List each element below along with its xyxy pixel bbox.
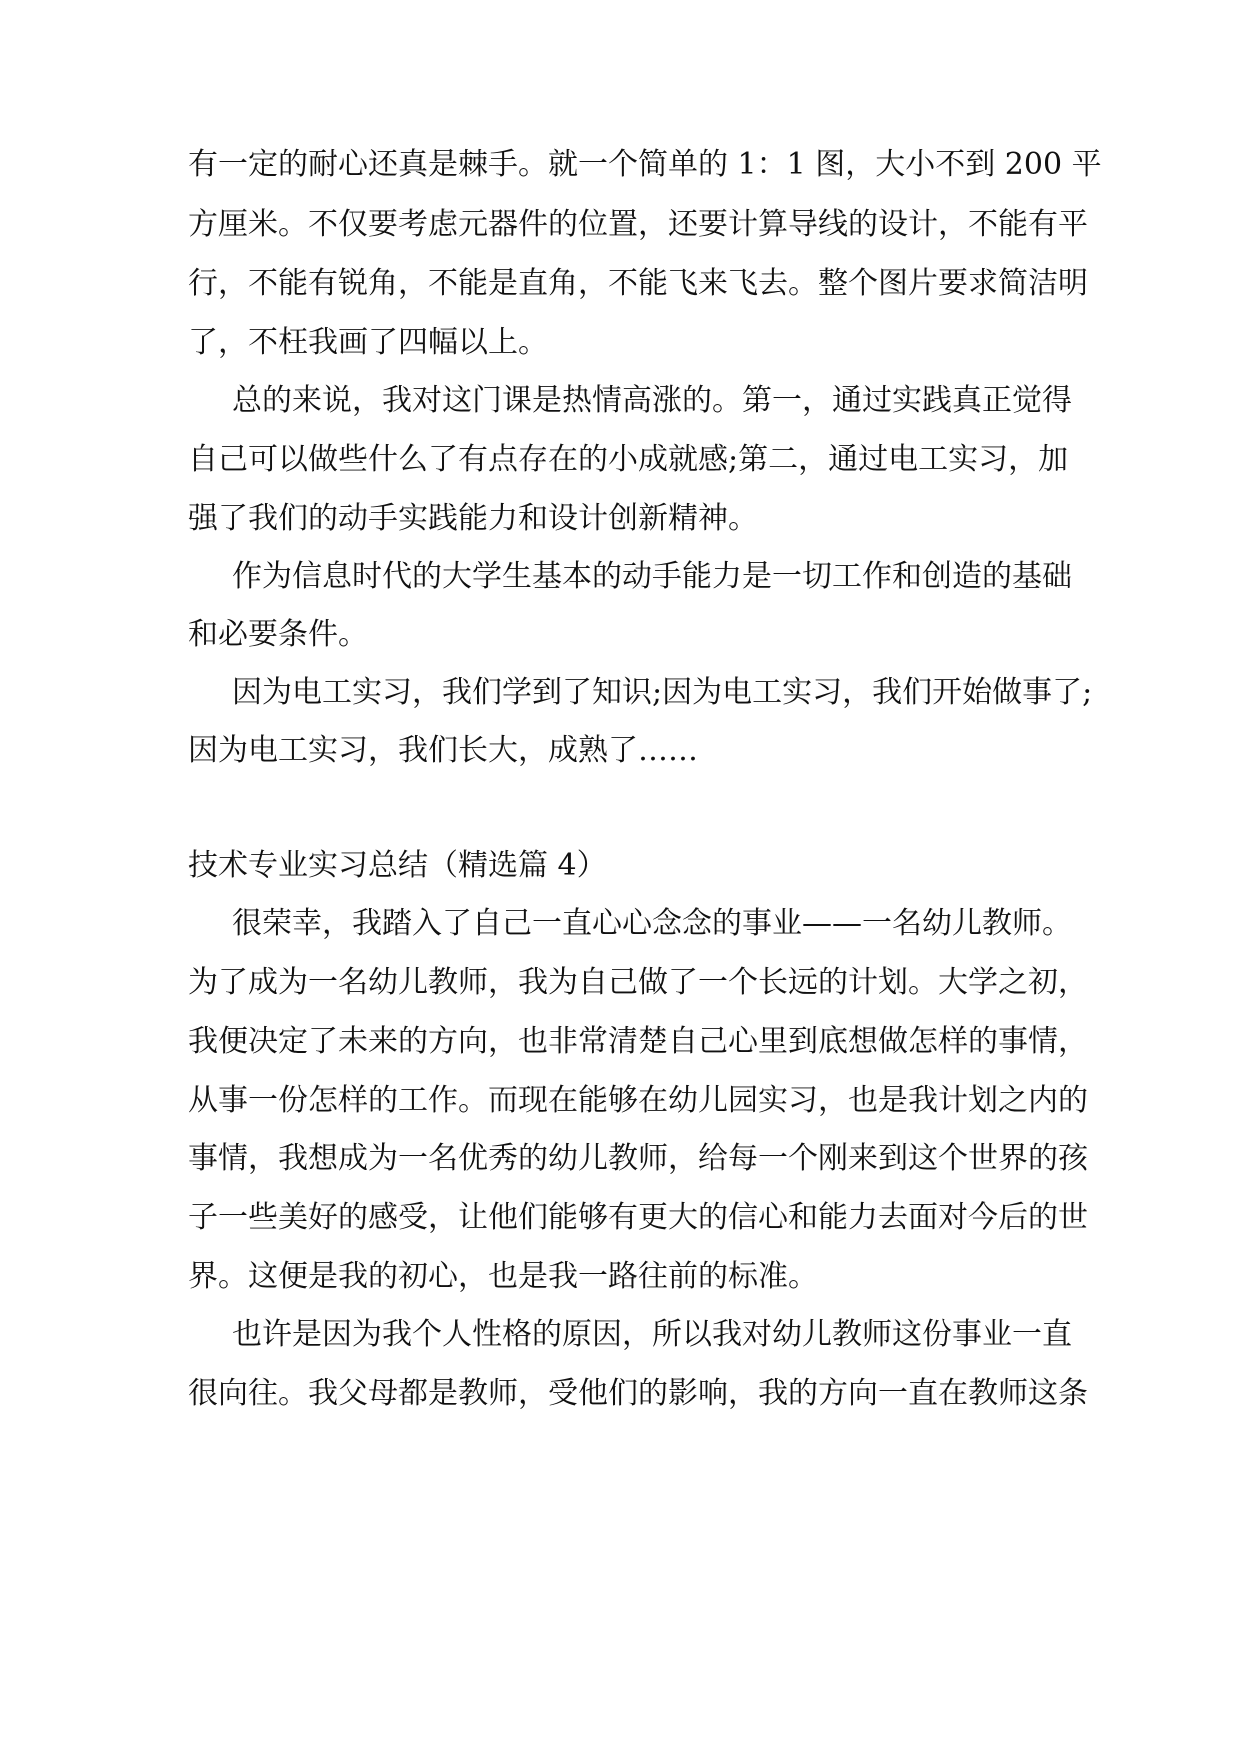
paragraph-line: 很向往。我父母都是教师，受他们的影响，我的方向一直在教师这条 [188, 1376, 1088, 1411]
paragraph-line: 行，不能有锐角，不能是直角，不能飞来飞去。整个图片要求简洁明 [188, 266, 1088, 301]
paragraph-line: 因为电工实习，我们学到了知识;因为电工实习，我们开始做事了; [232, 675, 1093, 710]
paragraph-line: 子一些美好的感受，让他们能够有更大的信心和能力去面对今后的世 [188, 1200, 1088, 1235]
paragraph-line: 和必要条件。 [188, 617, 368, 652]
paragraph-line: 我便决定了未来的方向，也非常清楚自己心里到底想做怎样的事情， [188, 1024, 1088, 1059]
paragraph-line: 了，不枉我画了四幅以上。 [188, 325, 548, 360]
paragraph-line: 也许是因为我个人性格的原因，所以我对幼儿教师这份事业一直 [232, 1317, 1072, 1352]
paragraph-line: 因为电工实习，我们长大，成熟了…… [188, 733, 698, 768]
paragraph-line: 方厘米。不仅要考虑元器件的位置，还要计算导线的设计，不能有平 [188, 207, 1088, 242]
paragraph-line: 为了成为一名幼儿教师，我为自己做了一个长远的计划。大学之初， [188, 965, 1088, 1000]
paragraph-line: 作为信息时代的大学生基本的动手能力是一切工作和创造的基础 [232, 559, 1072, 594]
section-heading: 技术专业实习总结（精选篇 4） [188, 848, 607, 883]
paragraph-line: 很荣幸，我踏入了自己一直心心念念的事业——一名幼儿教师。 [232, 906, 1072, 941]
paragraph-line: 界。这便是我的初心，也是我一路往前的标准。 [188, 1259, 818, 1294]
paragraph-line: 强了我们的动手实践能力和设计创新精神。 [188, 501, 758, 536]
paragraph-line: 自己可以做些什么了有点存在的小成就感;第二，通过电工实习，加 [188, 442, 1069, 477]
paragraph-line: 总的来说，我对这门课是热情高涨的。第一，通过实践真正觉得 [232, 383, 1072, 418]
paragraph-line: 事情，我想成为一名优秀的幼儿教师，给每一个刚来到这个世界的孩 [188, 1141, 1088, 1176]
paragraph-line: 有一定的耐心还真是棘手。就一个简单的 1：1 图，大小不到 200 平 [188, 147, 1102, 182]
paragraph-line: 从事一份怎样的工作。而现在能够在幼儿园实习，也是我计划之内的 [188, 1083, 1088, 1118]
